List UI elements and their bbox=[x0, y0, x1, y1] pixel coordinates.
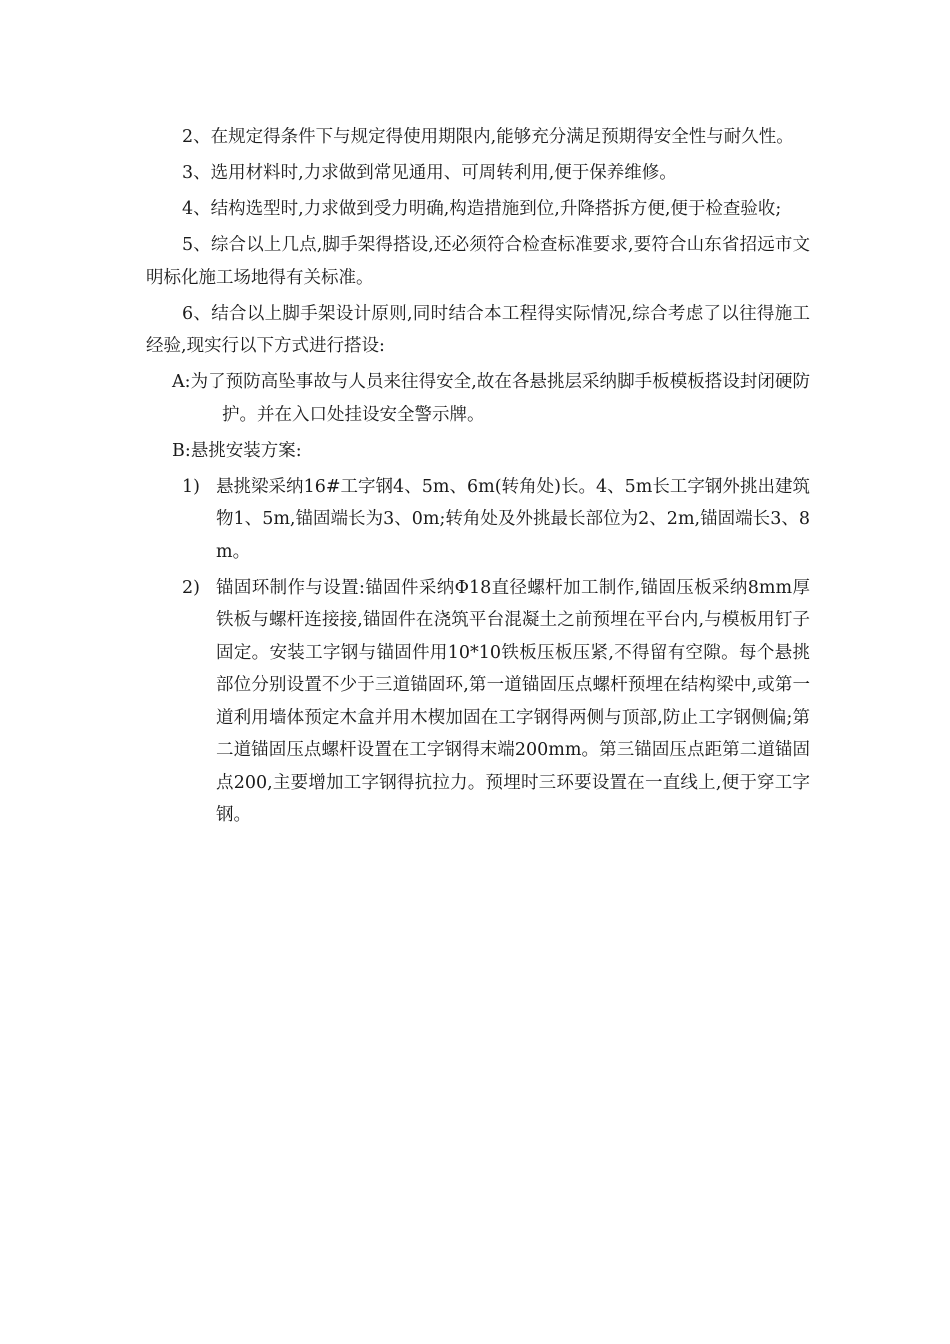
numbered-item-1 bbox=[146, 471, 810, 569]
paragraph-6: 6、结合以上脚手架设计原则,同时结合本工程得实际情况,综合考虑了以往得施工经验,现实行以下方式进行搭设: bbox=[146, 303, 810, 356]
paragraph-3: 3、选用材料时,力求做到常见通用、可周转利用,便于保养维修。 bbox=[182, 163, 677, 183]
paragraph-2: 2、在规定得条件下与规定得使用期限内,能够充分满足预期得安全性与耐久性。 bbox=[182, 127, 794, 147]
item-a-protection: A:为了预防高坠事故与人员来往得安全,故在各悬挑层采纳脚手板模板搭设封闭硬防护。并在入口处挂设安全警示牌。 bbox=[172, 372, 810, 425]
numbered-item-2-marker: 2) bbox=[182, 577, 200, 598]
numbered-item-2 bbox=[146, 572, 810, 832]
document-body bbox=[146, 121, 810, 835]
item-b-heading: B:悬挑安装方案: bbox=[172, 440, 302, 461]
paragraph-4: 4、结构选型时,力求做到受力明确,构造措施到位,升降搭拆方便,便于检查验收; bbox=[182, 199, 782, 219]
numbered-item-1-text: 悬挑梁采纳16#工字钢4、5m、6m(转角处)长。4、5m长工字钢外挑出建筑物1、5m,锚固端长为3、0m;转角处及外挑最长部位为2、2m,锚固端长3、8m。 bbox=[216, 476, 810, 562]
numbered-item-1-marker: 1) bbox=[182, 476, 200, 497]
paragraph-5: 5、综合以上几点,脚手架得搭设,还必须符合检查标准要求,要符合山东省招远市文明标化施工场地得有关标准。 bbox=[146, 235, 810, 288]
numbered-item-2-text: 锚固环制作与设置:锚固件采纳Φ18直径螺杆加工制作,锚固压板采纳8mm厚铁板与螺杆连接接,锚固件在浇筑平台混凝土之前预埋在平台内,与模板用钉子固定。安装工字钢与锚固件用10*10铁板压板压紧,不得留有空隙。每个悬挑部位分别设置不少于三道锚固环,第一道锚固压点螺杆预埋在结构梁中,或第一道利用墙体预定木盒并用木楔加固在工字钢得两侧与顶部,防止工字钢侧偏;第二道锚固压点螺杆设置在工字钢得末端200mm。第三锚固压点距第二道锚固点200,主要增加工字钢得抗拉力。预埋时三环要设置在一直线上,便于穿工字钢。 bbox=[216, 577, 810, 825]
